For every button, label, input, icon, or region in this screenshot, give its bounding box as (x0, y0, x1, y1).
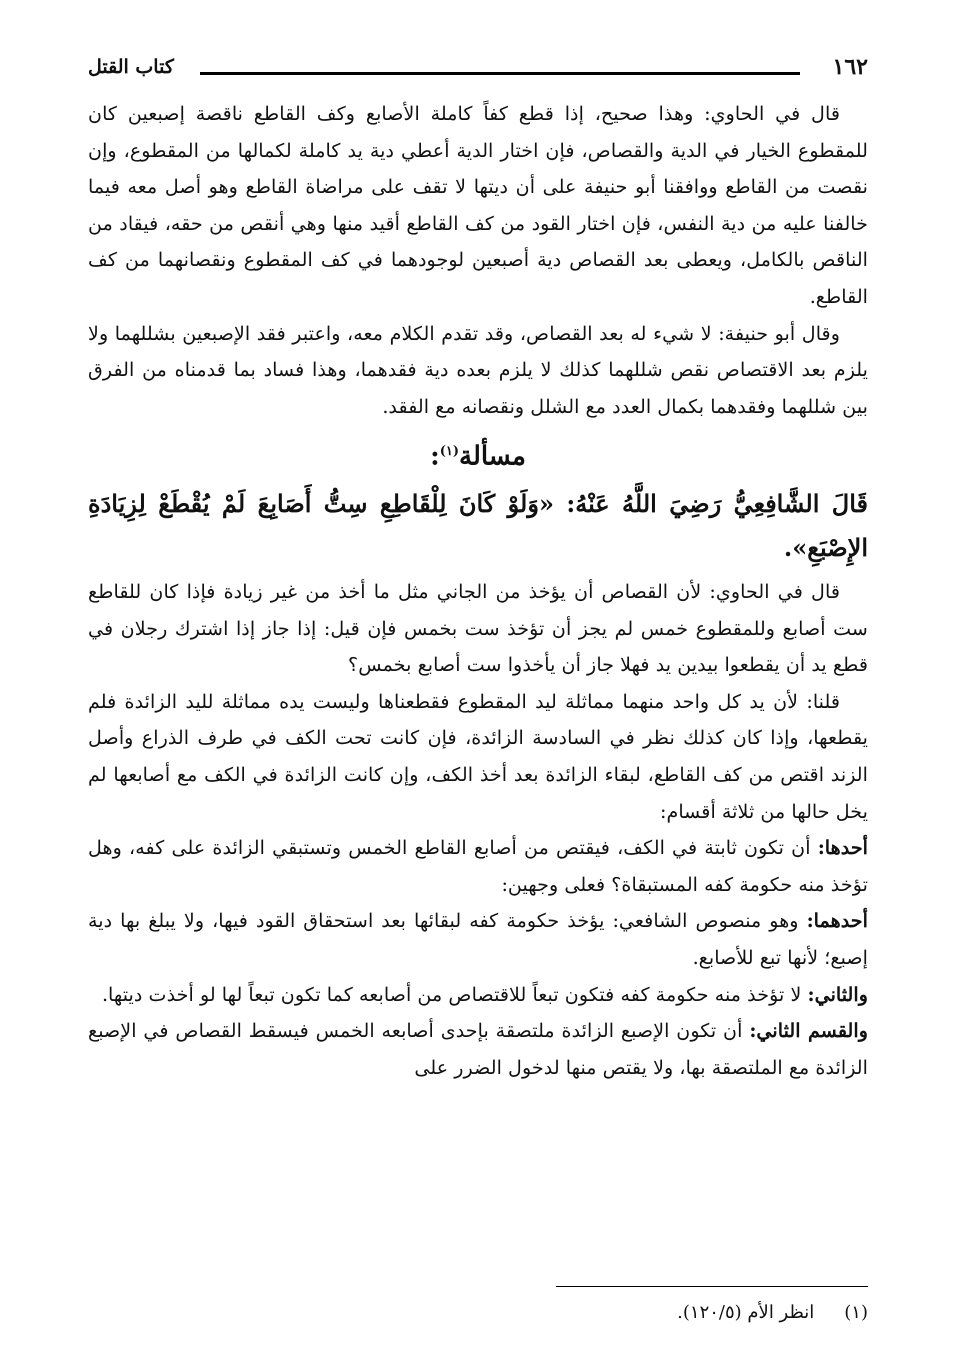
section-heading (88, 429, 868, 480)
paragraph-7 (88, 977, 868, 1014)
paragraph-4: قلنا: لأن يد كل واحد منهما مماثلة ليد المقطوع فقطعناها وليست يده مماثلة لليد الزائدة فلم يقطعها، وإذا كان كذلك نظر في السادسة الزائدة، فإن كانت تحت الكف في طرف الذراع وأصل الزند اقتص من كف القاطع، لبقاء الزائدة بعد أخذ الكف، وإن كانت الزائدة في الكف مع أصابعها لم يخل حالها من ثلاثة أقسام: (88, 689, 868, 823)
heading-text: مسألة (459, 442, 526, 472)
book-page (88, 40, 868, 1340)
footnote-text: انظر الأم (١٢٠/٥). (677, 1302, 815, 1323)
term-second: والثاني: (807, 982, 868, 1006)
paragraph-6 (88, 903, 868, 976)
book-title: كتاب القتل (88, 56, 174, 78)
shafii-quote: قَالَ الشَّافِعِيُّ رَضِيَ اللَّهُ عَنْهُ: «وَلَوْ كَانَ لِلْقَاطِعِ سِتُّ أَصَابِعَ لَمْ يُقْطَعْ لِزِيَادَةِ الإِصْبَعِ». (88, 489, 868, 562)
paragraph-7-text: لا تؤخذ منه حكومة كفه فتكون تبعاً للاقتصاص من أصابعه كما تكون تبعاً لها لو أخذت ديتها. (101, 982, 802, 1006)
page-header (88, 50, 868, 90)
footnote-rule (556, 1286, 868, 1287)
paragraph-8 (88, 1013, 868, 1086)
term-first: أحدها: (817, 836, 869, 860)
paragraph-1: قال في الحاوي: وهذا صحيح، إذا قطع كفاً كاملة الأصابع وكف القاطع ناقصة إصبعين كان للمقطوع الخيار في الدية والقصاص، فإن اختار الدية أعطي دية يد كاملة لكمالها من المقطوع، وإن نقصت من القاطع ووافقنا أبو حنيفة على أن ديتها لا تقف على مراضاة القاطع وهو أصل معه فيما خالفنا عليه من دية النفس، فإن اختار القود من كف القاطع أقيد منها وهي أنقص من حقه، فيقاد من الناقص بالكامل، ويعطى بعد القصاص دية أصبعين لوجودهما في كف المقطوع ونقصانهما من كف القاطع. (88, 102, 868, 308)
term-one-of-two: أحدهما: (806, 909, 868, 933)
heading-colon: : (430, 442, 440, 472)
heading-footnote-ref: (١) (439, 444, 459, 460)
paragraph-3: قال في الحاوي: لأن القصاص أن يؤخذ من الجاني مثل ما أخذ من غير زيادة فإذا كان للقاطع ست أصابع وللمقطوع خمس لم يجز أن تؤخذ ست بخمس فإن قيل: إذا جاز إذا اشترك رجلان في قطع يد أن يقطعوا بيدين يد فهلا جاز أن يأخذوا ست أصابع بخمس؟ (88, 580, 868, 677)
header-rule (200, 72, 800, 75)
paragraph-5 (88, 830, 868, 903)
paragraph-8-text: أن تكون الإصبع الزائدة ملتصقة بإحدى أصابعه الخمس فيسقط القصاص في الإصبع الزائدة مع الملتصقة بها، ولا يقتص منها لدخول الضرر على (88, 1019, 868, 1079)
paragraph-6-text: وهو منصوص الشافعي: يؤخذ حكومة كفه لبقائها بعد استحقاق القود فيها، ولا يبلغ بها دية إصبع؛ لأنها تبع للأصابع. (88, 909, 868, 969)
footnote-number: (١) (844, 1302, 868, 1323)
paragraph-2: وقال أبو حنيفة: لا شيء له بعد القصاص، وقد تقدم الكلام معه، واعتبر فقد الإصبعين بشللهما ولا يلزم بعد الاقتصاص نقص شللهما كذلك لا يلزم بعده دية فقدهما، وهذا فساد بما قدمناه من الفرق بين شللهما وفقدهما بكمال العدد مع الشلل ونقصانه مع الفقد. (88, 321, 868, 418)
page-number: ١٦٢ (832, 54, 868, 80)
footnote (677, 1302, 868, 1323)
paragraph-5-text: أن تكون ثابتة في الكف، فيقتص من أصابع القاطع الخمس وتستبقي الزائدة على كفه، وهل تؤخذ منه حكومة كفه المستبقاة؟ فعلى وجهين: (88, 836, 868, 896)
term-second-section: والقسم الثاني: (749, 1019, 868, 1043)
main-text (88, 96, 868, 1086)
